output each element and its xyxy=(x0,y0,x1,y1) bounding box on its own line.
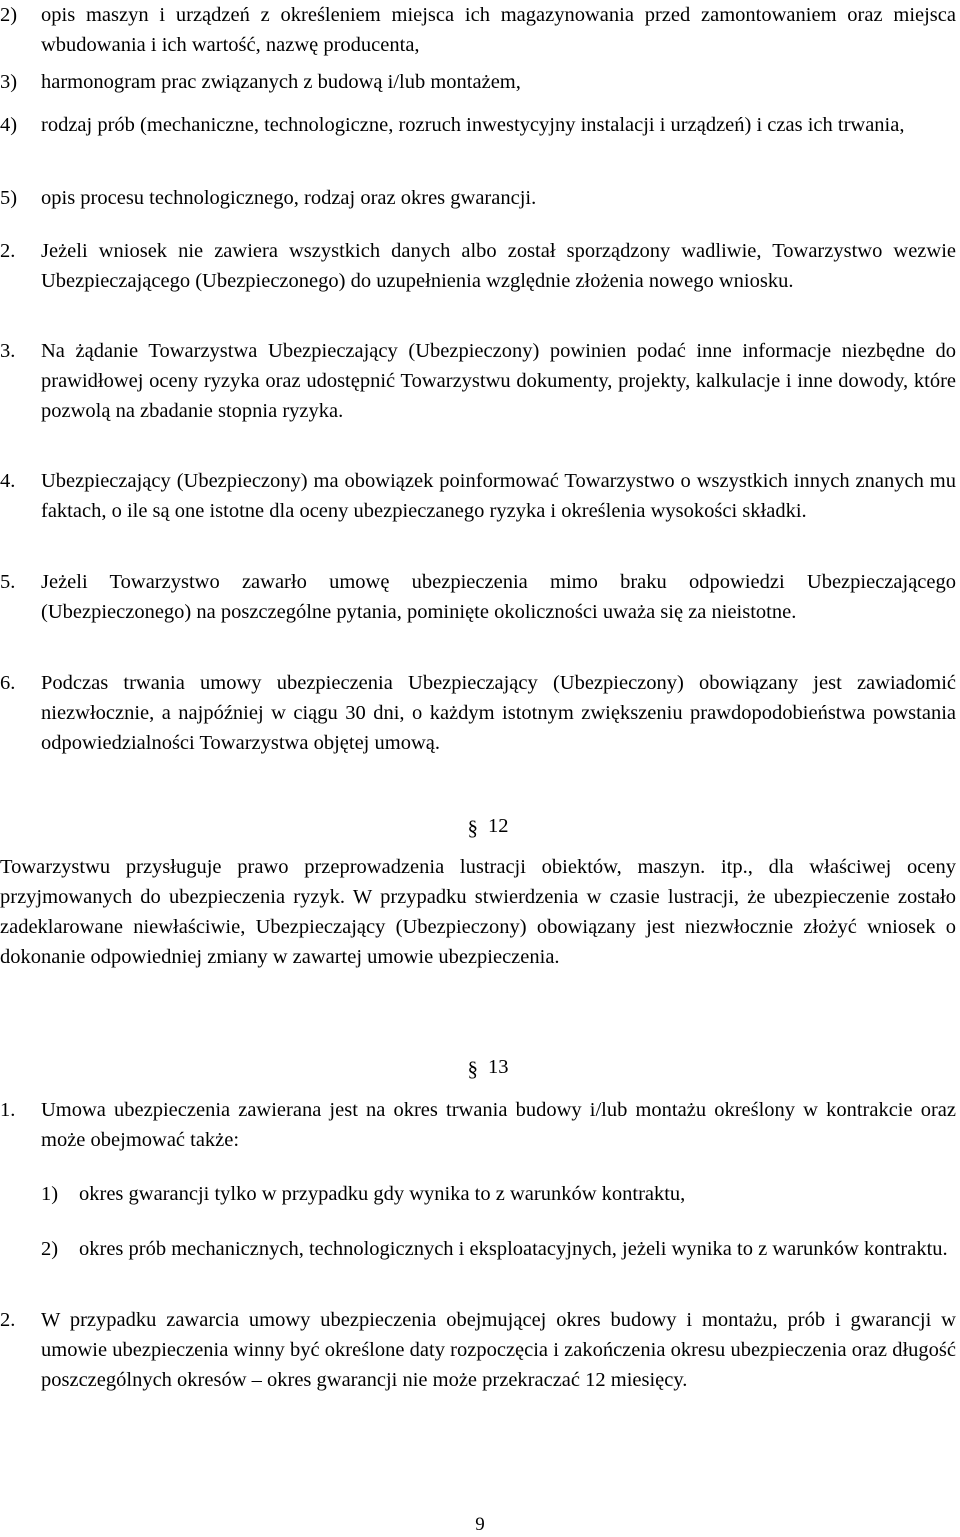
section-13-sub-1 xyxy=(41,1179,956,1209)
point-6 xyxy=(0,668,956,758)
point-number: 2. xyxy=(0,240,16,262)
list-number: 2) xyxy=(0,4,18,26)
list-number: 3) xyxy=(0,71,18,93)
top-list-item-2 xyxy=(0,0,956,60)
list-text: rodzaj prób (mechaniczne, technologiczne, rozruch inwestycyjny instalacji i urządzeń) i czas ich trwania, xyxy=(41,114,905,136)
point-text: Jeżeli Towarzystwo zawarło umowę ubezpieczenia mimo braku odpowiedzi Ubezpieczającego (Ubezpieczonego) na poszczególne pytania, pominięte okoliczności uważa się za nieistotne. xyxy=(41,571,956,623)
point-text: Jeżeli wniosek nie zawiera wszystkich danych albo został sporządzony wadliwie, Towarzystwo wezwie Ubezpieczającego (Ubezpieczonego) do uzupełnienia względnie złożenia nowego wniosku. xyxy=(41,240,956,292)
sub-number: 2) xyxy=(41,1238,59,1260)
list-text: harmonogram prac związanych z budową i/lub montażem, xyxy=(41,71,521,93)
section-13-point-2 xyxy=(0,1305,956,1395)
sub-text: okres gwarancji tylko w przypadku gdy wynika to z warunków kontraktu, xyxy=(79,1183,686,1205)
point-number: 5. xyxy=(0,571,16,593)
point-2 xyxy=(0,236,956,296)
point-number: 3. xyxy=(0,340,16,362)
top-list-item-4 xyxy=(0,110,956,140)
list-text: opis maszyn i urządzeń z określeniem miejsca ich magazynowania przed zamontowaniem oraz miejsca wbudowania i ich wartość, nazwę producenta, xyxy=(41,4,956,56)
page-number: 9 xyxy=(475,1514,485,1535)
point-number: 2. xyxy=(0,1309,16,1331)
point-text: Ubezpieczający (Ubezpieczony) ma obowiązek poinformować Towarzystwo o wszystkich innych znanych mu faktach, o ile są one istotne dla oceny ubezpieczanego ryzyka i określenia wysokości składki. xyxy=(41,470,956,522)
point-5 xyxy=(0,567,956,627)
point-number: 6. xyxy=(0,672,16,694)
point-text: Umowa ubezpieczenia zawierana jest na okres trwania budowy i/lub montażu określony w kontrakcie oraz może obejmować także: xyxy=(41,1099,956,1151)
point-4 xyxy=(0,466,956,526)
section-13-point-1 xyxy=(0,1095,956,1155)
list-number: 4) xyxy=(0,114,18,136)
section-number: 13 xyxy=(488,1056,509,1078)
section-13-heading xyxy=(0,1052,960,1084)
section-12-heading xyxy=(0,811,960,843)
section-12-text: Towarzystwu przysługuje prawo przeprowadzenia lustracji obiektów, maszyn. itp., dla właściwej oceny przyjmowanych do ubezpieczenia ryzyk. W przypadku stwierdzenia w czasie lustracji, że ubezpieczenie zostało zadeklarowane niewłaściwie, Ubezpieczający (Ubezpieczony) obowiązany jest niezwłocznie złożyć wniosek o dokonanie odpowiedniej zmiany w zawartej umowie ubezpieczenia. xyxy=(0,856,956,968)
point-text: Na żądanie Towarzystwa Ubezpieczający (Ubezpieczony) powinien podać inne informacje niezbędne do prawidłowej oceny ryzyka oraz udostępnić Towarzystwu dokumenty, projekty, kalkulacje i inne dowody, które pozwolą na zbadanie stopnia ryzyka. xyxy=(41,340,956,422)
list-number: 5) xyxy=(0,187,18,209)
section-number: 12 xyxy=(488,815,509,837)
sub-text: okres prób mechanicznych, technologicznych i eksploatacyjnych, jeżeli wynika to z warunków kontraktu. xyxy=(79,1238,948,1260)
section-symbol: § xyxy=(467,1057,478,1081)
top-list-item-5 xyxy=(0,183,956,213)
point-text: W przypadku zawarcia umowy ubezpieczenia obejmującej okres budowy i montażu, prób i gwarancji w umowie ubezpieczenia winny być określone daty rozpoczęcia i zakończenia okresu ubezpieczenia oraz długość poszczególnych okresów – okres gwarancji nie może przekraczać 12 miesięcy. xyxy=(41,1309,956,1391)
point-3 xyxy=(0,336,956,426)
point-text: Podczas trwania umowy ubezpieczenia Ubezpieczający (Ubezpieczony) obowiązany jest zawiadomić niezwłocznie, a najpóźniej w ciągu 30 dni, o każdym istotnym zwiększeniu prawdopodobieństwa powstania odpowiedzialności Towarzystwa objętej umową. xyxy=(41,672,956,754)
section-13-sub-2 xyxy=(41,1234,956,1264)
point-number: 1. xyxy=(0,1099,16,1121)
sub-number: 1) xyxy=(41,1183,59,1205)
list-text: opis procesu technologicznego, rodzaj oraz okres gwarancji. xyxy=(41,187,537,209)
section-symbol: § xyxy=(467,816,478,840)
point-number: 4. xyxy=(0,470,16,492)
top-list-item-3 xyxy=(0,67,956,97)
